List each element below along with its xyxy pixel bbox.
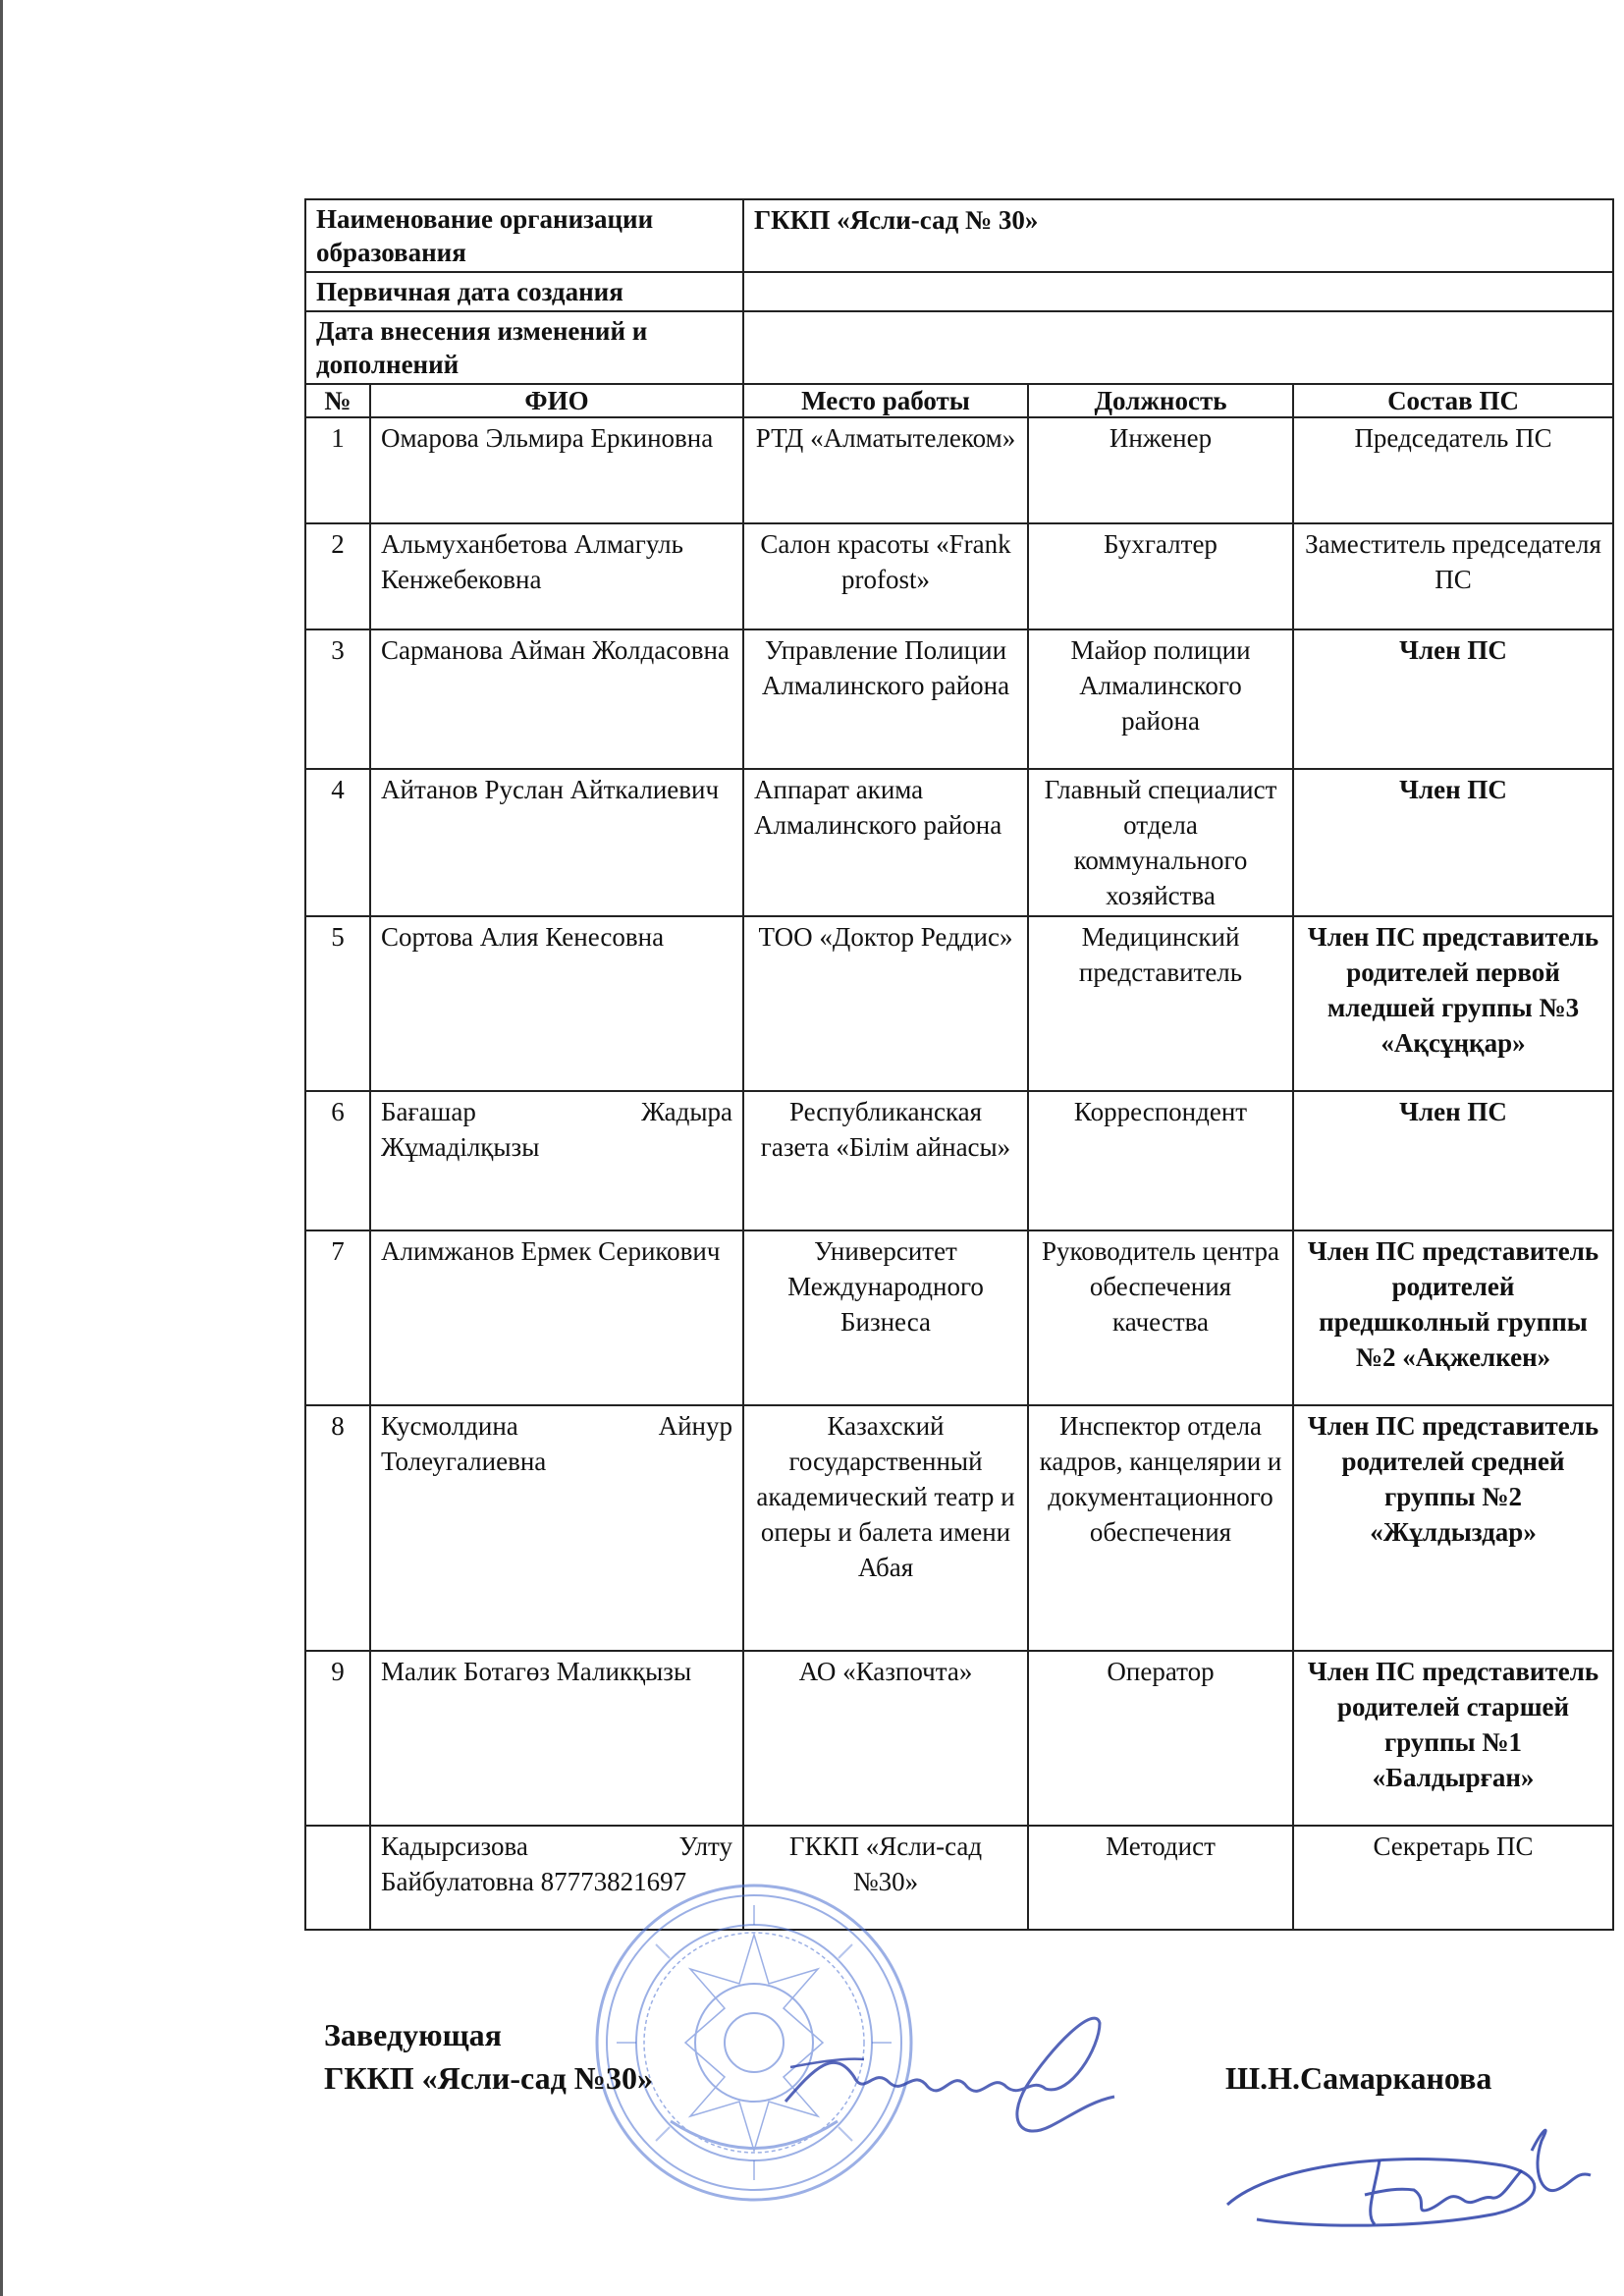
row-num: 3 (305, 629, 370, 769)
signature-icon (776, 2008, 1119, 2146)
row-work: Республиканская газета «Білім айнасы» (743, 1091, 1028, 1230)
row-num: 6 (305, 1091, 370, 1230)
row-position: Инженер (1028, 417, 1293, 523)
table-row (305, 629, 1613, 769)
row-work: ТОО «Доктор Реддис» (743, 916, 1028, 1091)
row-num: 7 (305, 1230, 370, 1405)
table-row (305, 916, 1613, 1091)
row-work: Университет Международного Бизнеса (743, 1230, 1028, 1405)
table-row (305, 1651, 1613, 1826)
header-fio: ФИО (370, 384, 743, 417)
meta-row-created (305, 272, 1613, 311)
row-work: Управление Полиции Алмалинского района (743, 629, 1028, 769)
row-role: Член ПС (1293, 629, 1613, 769)
changes-value (743, 311, 1613, 384)
row-fio: Кусмолдина Айнур Толеугалиевна (370, 1405, 743, 1651)
table-row (305, 1091, 1613, 1230)
header-role: Состав ПС (1293, 384, 1613, 417)
row-fio: Малик Ботагөз Маликқызы (370, 1651, 743, 1826)
header-work: Место работы (743, 384, 1028, 417)
row-fio: Кадырсизова Улту Байбулатовна 87773821697 (370, 1826, 743, 1930)
row-position: Инспектор отдела кадров, канцелярии и документационного обеспечения (1028, 1405, 1293, 1651)
signer-name: Ш.Н.Самарканова (1225, 2060, 1492, 2096)
created-value (743, 272, 1613, 311)
row-position: Оператор (1028, 1651, 1293, 1826)
row-work: Салон красоты «Frank profost» (743, 523, 1028, 629)
row-position: Бухгалтер (1028, 523, 1293, 629)
row-role: Член ПС (1293, 769, 1613, 916)
header-row (305, 384, 1613, 417)
table-row (305, 523, 1613, 629)
row-num: 5 (305, 916, 370, 1091)
row-work: Казахский государственный академический театр и оперы и балета имени Абая (743, 1405, 1028, 1651)
footer-org: ГККП «Ясли-сад №30» (324, 2060, 653, 2096)
row-role: Член ПС представитель родителей старшей группы №1 «Балдырған» (1293, 1651, 1613, 1826)
table-row (305, 1826, 1613, 1930)
row-position: Руководитель центра обеспечения качества (1028, 1230, 1293, 1405)
row-role: Заместитель председателя ПС (1293, 523, 1613, 629)
row-position: Главный специалист отдела коммунального хозяйства (1028, 769, 1293, 916)
row-role: Член ПС представитель родителей первой млeдшей группы №3 «Ақсұңқар» (1293, 916, 1613, 1091)
meta-row-changes (305, 311, 1613, 384)
row-role: Член ПС (1293, 1091, 1613, 1230)
row-num: 4 (305, 769, 370, 916)
row-position: Корреспондент (1028, 1091, 1293, 1230)
row-work: ГККП «Ясли-сад №30» (743, 1826, 1028, 1930)
row-work: АО «Казпочта» (743, 1651, 1028, 1826)
row-num: 8 (305, 1405, 370, 1651)
row-fio: Сортова Алия Кенесовна (370, 916, 743, 1091)
row-num: 2 (305, 523, 370, 629)
row-num: 9 (305, 1651, 370, 1826)
header-num: № (305, 384, 370, 417)
changes-label: Дата внесения изменений и дополнений (305, 311, 743, 384)
row-work: Аппарат акима Алмалинского района (743, 769, 1028, 916)
created-label: Первичная дата создания (305, 272, 743, 311)
table-row (305, 1230, 1613, 1405)
row-fio: Бағашар Жадыра Жұмаділқызы (370, 1091, 743, 1230)
row-role: Секретарь ПС (1293, 1826, 1613, 1930)
row-fio: Айтанов Руслан Айткалиевич (370, 769, 743, 916)
org-label: Наименование организации образования (305, 199, 743, 272)
table-row (305, 1405, 1613, 1651)
table-row (305, 769, 1613, 916)
row-role: Председатель ПС (1293, 417, 1613, 523)
row-fio: Алимжанов Ермек Серикович (370, 1230, 743, 1405)
scan-edge (0, 0, 3, 2296)
row-position: Медицинский представитель (1028, 916, 1293, 1091)
council-table (304, 198, 1614, 1931)
row-position: Методист (1028, 1826, 1293, 1930)
org-value: ГККП «Ясли-сад № 30» (743, 199, 1613, 272)
row-role: Член ПС представитель родителей предшколный группы №2 «Ақжелкен» (1293, 1230, 1613, 1405)
row-fio: Омарова Эльмира Еркиновна (370, 417, 743, 523)
row-role: Член ПС представитель родителей средней группы №2 «Жұлдыздар» (1293, 1405, 1613, 1651)
footer-title: Заведующая (324, 2017, 502, 2052)
row-num (305, 1826, 370, 1930)
meta-row-org (305, 199, 1613, 272)
row-work: РТД «Алматытелеком» (743, 417, 1028, 523)
row-fio: Альмуханбетова Алмагуль Кенжебековна (370, 523, 743, 629)
header-position: Должность (1028, 384, 1293, 417)
table-row (305, 417, 1613, 523)
row-num: 1 (305, 417, 370, 523)
row-fio: Сарманова Айман Жолдасовна (370, 629, 743, 769)
row-position: Майор полиции Алмалинского района (1028, 629, 1293, 769)
footer-block (324, 2013, 653, 2100)
signature-icon (1218, 2111, 1610, 2239)
